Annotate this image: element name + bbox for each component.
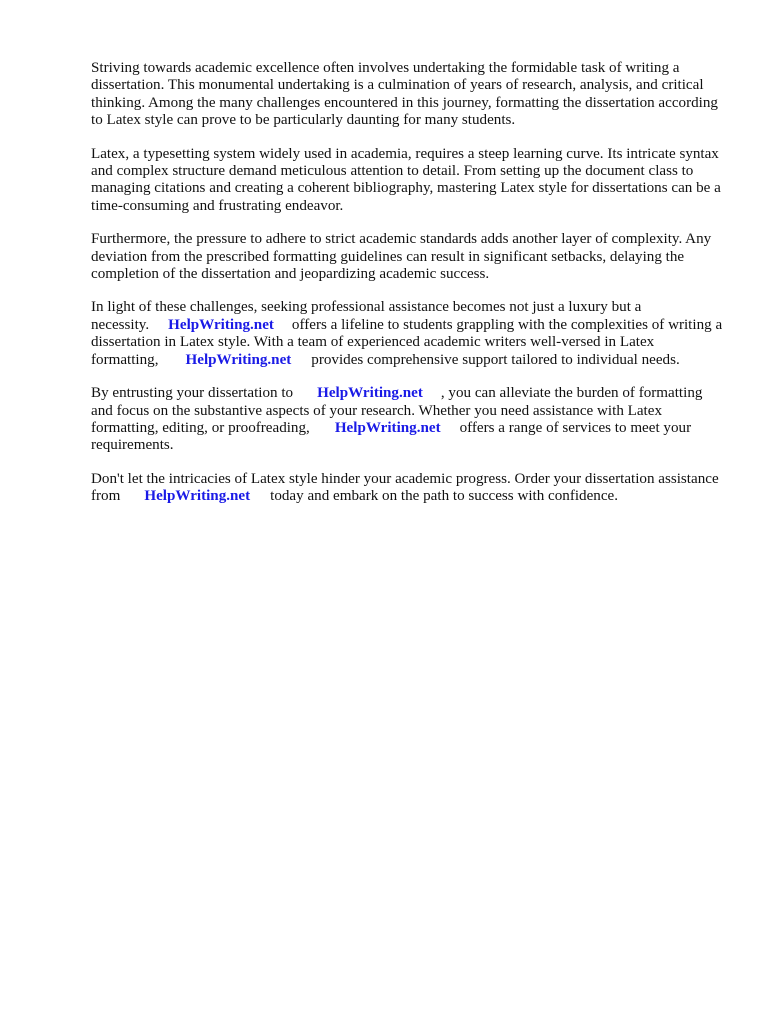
paragraph-intro: Striving towards academic excellence often involves undertaking the formidable task of writing a dissertation. This monumental undertaking is a culmination of years of research, analysis, and critical thinking. Among the many challenges encountered in this journey, formatting the dissertation according to Latex style can prove to be particularly daunting for many students. — [91, 60, 718, 129]
paragraph-entrusting-text-1: By entrusting your dissertation to — [91, 385, 294, 402]
helpwriting-link[interactable]: HelpWriting.net — [317, 385, 423, 402]
helpwriting-link[interactable]: HelpWriting.net — [185, 351, 292, 368]
paragraph-entrusting — [91, 385, 723, 455]
paragraph-entrusting-text-3: offers a range of services to meet your requirements. — [91, 419, 692, 454]
helpwriting-link[interactable]: HelpWriting.net — [334, 419, 441, 436]
paragraph-assistance-text-1: In light of these challenges, seeking professional assistance becomes not just a luxury but a necessity. — [91, 299, 642, 333]
helpwriting-link[interactable]: HelpWriting.net — [168, 316, 274, 333]
helpwriting-link[interactable]: HelpWriting.net — [144, 488, 251, 505]
paragraph-assistance — [91, 299, 723, 369]
paragraph-closing-text-2: today and embark on the path to success with confidence. — [270, 488, 619, 505]
paragraph-closing-text-1: Don't let the intricacies of Latex style hinder your academic progress. Order your dissertation assistance from — [91, 470, 719, 505]
paragraph-assistance-text-2: offers a lifeline to students grappling with the complexities of writing a dissertation in Latex style. With a team of experienced academic writers well-versed in Latex formatting, — [91, 316, 723, 368]
paragraph-latex: Latex, a typesetting system widely used in academia, requires a steep learning curve. Its intricate syntax and complex structure demand meticulous attention to detail. From setting up the document class to managing citations and creating a coherent bibliography, mastering Latex style for dissertations can be a time-consuming and frustrating endeavor. — [91, 145, 721, 214]
paragraph-assistance-text-3: provides comprehensive support tailored to individual needs. — [311, 351, 680, 368]
paragraph-closing — [91, 471, 723, 506]
document-page — [91, 60, 723, 522]
paragraph-entrusting-text-2: , you can alleviate the burden of formatting and focus on the substantive aspects of your research. Whether you need assistance with Latex formatting, editing, or proofreading, — [91, 385, 703, 436]
paragraph-pressure: Furthermore, the pressure to adhere to strict academic standards adds another layer of complexity. Any deviation from the prescribed formatting guidelines can result in significant setbacks, delaying the completion of the dissertation and jeopardizing academic success. — [91, 231, 712, 283]
